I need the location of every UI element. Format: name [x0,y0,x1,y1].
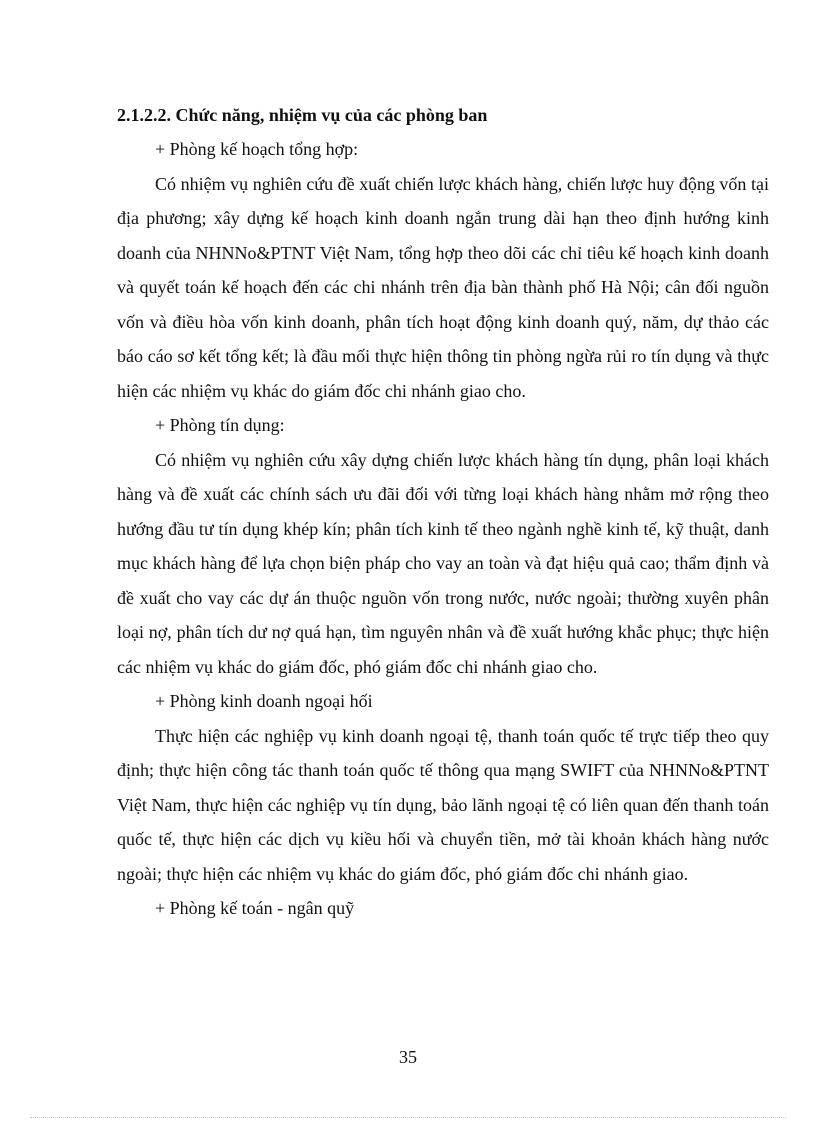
page-number: 35 [399,1047,417,1067]
subsection-label-credit: + Phòng tín dụng: [155,415,285,435]
body-text [117,132,769,926]
paragraph-forex: Thực hiện các nghiệp vụ kinh doanh ngoại tệ, thanh toán quốc tế trực tiếp theo quy định; thực hiện công tác thanh toán quốc tế thông qua mạng SWIFT của NHNNo&PTNT Việt Nam, thực hiện các nghiệp vụ tín dụng, bảo lãnh ngoại tệ có liên quan đến thanh toán quốc tế, thực hiện các dịch vụ kiều hối và chuyển tiền, mở tài khoản khách hàng nước ngoài; thực hiện các nhiệm vụ khác do giám đốc, phó giám đốc chi nhánh giao. [117,725,769,884]
subsection-label-forex: + Phòng kinh doanh ngoại hối [155,691,373,711]
footer-divider [30,1117,786,1118]
section-heading: 2.1.2.2. Chức năng, nhiệm vụ của các phòng ban [117,105,488,125]
subsection-label-accounting: + Phòng kế toán - ngân quỹ [155,898,355,918]
paragraph-credit: Có nhiệm vụ nghiên cứu xây dựng chiến lược khách hàng tín dụng, phân loại khách hàng và đề xuất các chính sách ưu đãi đối với từng loại khách hàng nhằm mở rộng theo hướng đầu tư tín dụng khép kín; phân tích kinh tế theo ngành nghề kinh tế, kỹ thuật, danh mục khách hàng để lựa chọn biện pháp cho vay an toàn và đạt hiệu quả cao; thẩm định và đề xuất cho vay các dự án thuộc nguồn vốn trong nước, nước ngoài; thường xuyên phân loại nợ, phân tích dư nợ quá hạn, tìm nguyên nhân và đề xuất hướng khắc phục; thực hiện các nhiệm vụ khác do giám đốc, phó giám đốc chi nhánh giao cho. [117,449,769,677]
paragraph-planning: Có nhiệm vụ nghiên cứu đề xuất chiến lược khách hàng, chiến lược huy động vốn tại địa phương; xây dựng kế hoạch kinh doanh ngắn trung dài hạn theo định hướng kinh doanh của NHNNo&PTNT Việt Nam, tổng hợp theo dõi các chỉ tiêu kế hoạch kinh doanh và quyết toán kế hoạch đến các chi nhánh trên địa bàn thành phố Hà Nội; cân đối nguồn vốn và điều hòa vốn kinh doanh, phân tích hoạt động kinh doanh quý, năm, dự thảo các báo cáo sơ kết tổng kết; là đầu mối thực hiện thông tin phòng ngừa rủi ro tín dụng và thực hiện các nhiệm vụ khác do giám đốc chi nhánh giao cho. [117,173,769,401]
subsection-label-planning: + Phòng kế hoạch tổng hợp: [155,139,359,159]
